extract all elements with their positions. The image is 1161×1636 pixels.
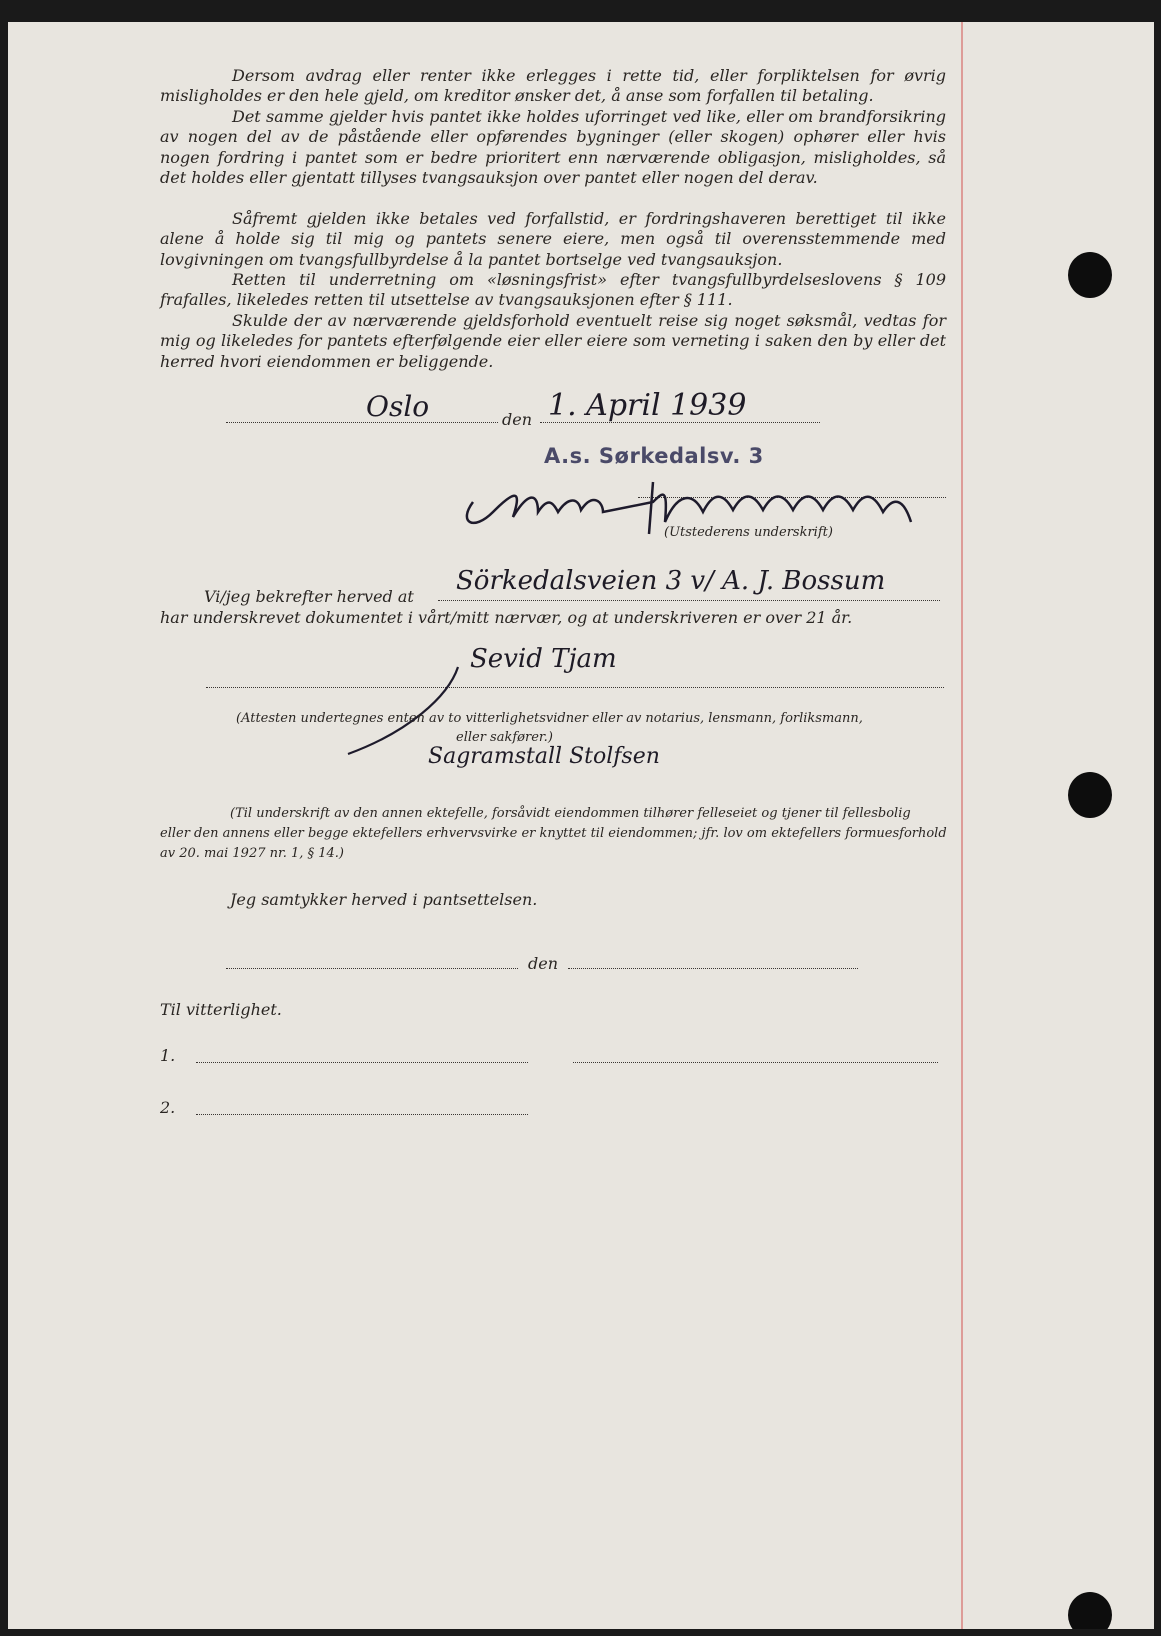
place-line <box>226 422 498 423</box>
attest-lead: Vi/jeg bekrefter herved at <box>204 587 414 606</box>
attest-witness-line <box>206 687 944 688</box>
attest-continuation: har underskrevet dokumentet i vårt/mitt nærvær, og at underskriveren er over 21 år. <box>160 608 853 627</box>
attest-name-handwriting: Sörkedalsveien 3 v/ A. J. Bossum <box>456 566 886 596</box>
issuer-signature-caption: (Utstederens underskrift) <box>664 525 833 540</box>
attest-name-line <box>438 600 940 601</box>
spouse-note-line-3: av 20. mai 1927 nr. 1, § 14.) <box>160 846 344 861</box>
date-handwriting: 1. April 1939 <box>548 388 747 423</box>
company-stamp: A.s. Sørkedalsv. 3 <box>544 444 764 468</box>
issuer-signature-text <box>608 462 615 463</box>
attest-witness-signature: Sevid Tjam <box>470 644 617 674</box>
witness-1-number: 1. <box>160 1046 176 1065</box>
den-label: den <box>502 410 533 429</box>
clause-forced-sale: Såfremt gjelden ikke betales ved forfallstid, er fordringshaveren berettiget til ikke alene å holde sig til mig og pantets senere eiere, men også til overensstemmende med lovgivningen om tvangsfullbyrdelse å la pantet bortselge ved tvangsauksjon. <box>160 209 946 269</box>
witness-2-line <box>196 1114 528 1115</box>
witness-heading: Til vitterlighet. <box>160 1000 282 1019</box>
red-margin-line <box>961 22 963 1629</box>
punch-hole-bottom <box>1068 1592 1112 1629</box>
consent-den-label: den <box>528 954 559 973</box>
witness-1-line-a <box>196 1062 528 1063</box>
clause-default: Dersom avdrag eller renter ikke erlegges i rette tid, eller forpliktelsen for øvrig misligholdes er den hele gjeld, om kreditor ønsker det, å anse som forfallen til betaling. <box>160 66 946 106</box>
attest-second-signature: Sagramstall Stolfsen <box>428 744 660 769</box>
witness-2-number: 2. <box>160 1098 176 1117</box>
punch-hole-top <box>1068 252 1112 298</box>
punch-hole-middle <box>1068 772 1112 818</box>
spouse-note-line-1: (Til underskrift av den annen ektefelle, forsåvidt eiendommen tilhører felleseiet og tjener til fellesbolig <box>230 806 911 821</box>
clause-redemption: Retten til underretning om «løsningsfrist» efter tvangsfullbyrdelseslovens § 109 frafalles, likeledes retten til utsettelse av tvangsauksjonen efter § 111. <box>160 270 946 310</box>
consent-place-line <box>226 968 518 969</box>
consent-date-line <box>568 968 858 969</box>
consent-text: Jeg samtykker herved i pantsettelsen. <box>230 890 538 909</box>
attest-instruction-2: eller sakfører.) <box>456 730 553 745</box>
document-page <box>8 22 1154 1629</box>
clause-venue: Skulde der av nærværende gjeldsforhold eventuelt reise sig noget søksmål, vedtas for mig og likeledes for pantets efterfølgende eier eller eiere som verneting i saken den by eller det herred hvori eiendommen er beliggende. <box>160 311 946 371</box>
place-handwriting: Oslo <box>366 390 430 423</box>
spouse-note-line-2: eller den annens eller begge ektefellers erhvervsvirke er knyttet til eiendommen; jfr. lov om ektefellers formuesforhold <box>160 826 947 841</box>
clause-insurance: Det samme gjelder hvis pantet ikke holdes uforringet ved like, eller om brandforsikring av nogen del av de påstående eller opførendes bygninger (eller skogen) ophører eller hvis nogen fordring i pantet som er bedre prioritert enn nærværende obligasjon, misligholdes, så det holdes eller gjentatt tillyses tvangsauksjon over pantet eller nogen del derav. <box>160 107 946 187</box>
witness-1-line-b <box>573 1062 938 1063</box>
attest-instruction-1: (Attesten undertegnes enten av to vitterlighetsvidner eller av notarius, lensmann, forliksmann, <box>236 711 863 726</box>
